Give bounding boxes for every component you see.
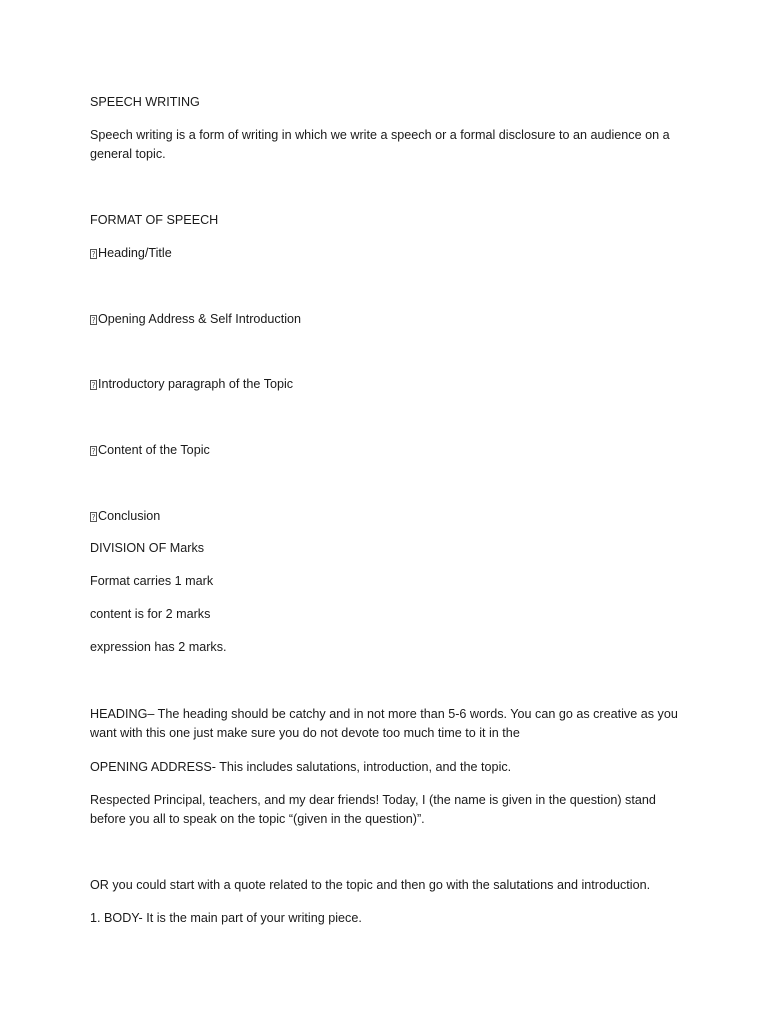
format-item	[90, 507, 690, 526]
format-item	[90, 244, 690, 263]
alternative-opening-paragraph: OR you could start with a quote related to the topic and then go with the salutations and introduction.	[90, 878, 651, 892]
marks-line: Format carries 1 mark	[90, 574, 214, 588]
missing-glyph-icon: ?	[91, 513, 96, 522]
missing-glyph-icon: ?	[91, 447, 96, 456]
missing-glyph-icon: ?	[91, 316, 96, 325]
heading-paragraph: HEADING– The heading should be catchy and in not more than 5-6 words. You can go as creative as you want with this one just make sure you do not devote too much time to it in the	[90, 707, 678, 740]
marks-line: content is for 2 marks	[90, 607, 211, 621]
format-item-label: Conclusion	[98, 509, 161, 523]
format-item-label: Content of the Topic	[98, 443, 210, 457]
marks-line: expression has 2 marks.	[90, 640, 227, 654]
format-heading: FORMAT OF SPEECH	[90, 213, 219, 227]
division-heading: DIVISION OF Marks	[90, 541, 205, 555]
opening-address-paragraph: OPENING ADDRESS- This includes salutations, introduction, and the topic.	[90, 760, 512, 774]
format-item	[90, 310, 690, 329]
missing-glyph-icon: ?	[91, 250, 96, 259]
format-item-label: Introductory paragraph of the Topic	[98, 377, 294, 391]
format-item-label: Opening Address & Self Introduction	[98, 312, 302, 326]
intro-paragraph: Speech writing is a form of writing in which we write a speech or a formal disclosure to an audience on a general topic.	[90, 128, 670, 161]
format-item	[90, 441, 690, 460]
format-item-label: Heading/Title	[98, 246, 172, 260]
body-paragraph: 1. BODY- It is the main part of your writing piece.	[90, 911, 362, 925]
format-item	[90, 375, 690, 394]
example-paragraph: Respected Principal, teachers, and my dear friends! Today, I (the name is given in the question) stand before you all to speak on the topic “(given in the question)”.	[90, 793, 656, 826]
document-title: SPEECH WRITING	[90, 95, 200, 109]
missing-glyph-icon: ?	[91, 381, 96, 390]
